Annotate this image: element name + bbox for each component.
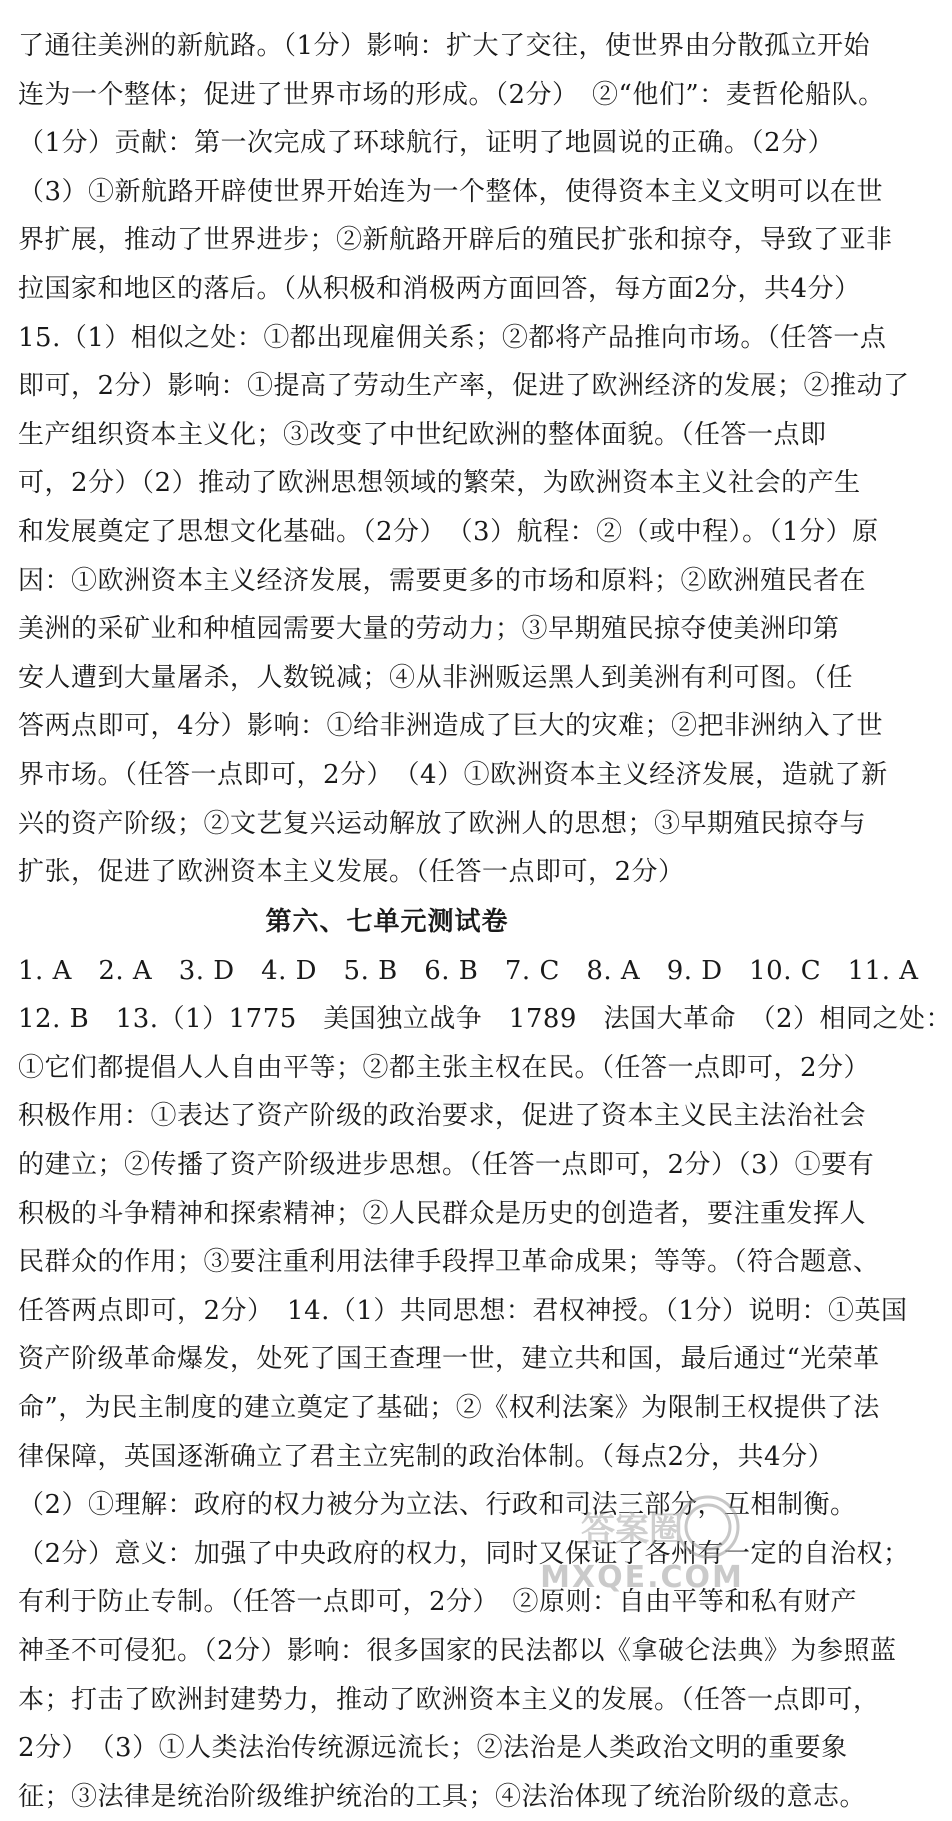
- text-line: 的建立；②传播了资产阶级进步思想。（任答一点即可，2分）（3）①要有: [18, 1150, 875, 1181]
- text-line: 神圣不可侵犯。（2分）影响：很多国家的民法都以《拿破仑法典》为参照蓝: [18, 1636, 897, 1666]
- text-line: 本；打击了欧洲封建势力，推动了欧洲资本主义的发展。（任答一点即可，: [18, 1684, 880, 1715]
- text-line: （2）①理解：政府的权力被分为立法、行政和司法三部分，互相制衡。: [18, 1490, 857, 1521]
- text-line: 因：①欧洲资本主义经济发展，需要更多的市场和原料；②欧洲殖民者在: [18, 565, 867, 596]
- text-line: （3）①新航路开辟使世界开始连为一个整体，使得资本主义文明可以在世: [18, 176, 884, 207]
- section-heading: 第六、七单元测试卷: [265, 906, 509, 937]
- text-line: 资产阶级革命爆发，处死了国王查理一世，建立共和国，最后通过“光荣革: [18, 1344, 880, 1375]
- text-line: 拉国家和地区的落后。（从积极和消极两方面回答，每方面2分，共4分）: [18, 273, 861, 304]
- text-line: 兴的资产阶级；②文艺复兴运动解放了欧洲人的思想；③早期殖民掠夺与: [18, 808, 867, 839]
- text-line: 扩张，促进了欧洲资本主义发展。（任答一点即可，2分）: [18, 857, 685, 888]
- text-line: 律保障，英国逐渐确立了君主立宪制的政治体制。（每点2分，共4分）: [18, 1441, 835, 1472]
- text-line: 生产组织资本主义化；③改变了中世纪欧洲的整体面貌。（任答一点即: [18, 419, 827, 450]
- text-line: 界市场。（任答一点即可，2分） （4）①欧洲资本主义经济发展，造就了新: [18, 759, 888, 790]
- text-line: 和发展奠定了思想文化基础。（2分） （3）航程：②（或中程）。（1分）原: [18, 516, 879, 547]
- text-line: （1分）贡献：第一次完成了环球航行，证明了地圆说的正确。（2分）: [18, 128, 835, 159]
- section-previous-answers: [18, 22, 910, 897]
- watermark-text: MXQE.COM: [540, 1560, 744, 1595]
- text-line: 积极作用：①表达了资产阶级的政治要求，促进了资本主义民主法治社会: [18, 1101, 867, 1132]
- text-line: 任答两点即可，2分） 14.（1）共同思想：君权神授。（1分）说明：①英国: [18, 1295, 908, 1326]
- section-unit-test-answers: [18, 947, 952, 1821]
- text-line: 了通往美洲的新航路。（1分）影响：扩大了交往，使世界由分散孤立开始: [18, 31, 871, 61]
- text-line: （2分）意义：加强了中央政府的权力，同时又保证了各州有一定的自治权；: [18, 1538, 910, 1569]
- text-line: 2分） （3）①人类法治传统源远流长；②法治是人类政治文明的重要象: [18, 1733, 848, 1764]
- text-line: 有利于防止专制。（任答一点即可，2分） ②原则：自由平等和私有财产: [18, 1587, 858, 1618]
- text-line: 积极的斗争精神和探索精神；②人民群众是历史的创造者，要注重发挥人: [18, 1198, 867, 1229]
- text-line: 连为一个整体；促进了世界市场的形成。（2分） ②“他们”：麦哲伦船队。: [18, 79, 885, 110]
- text-line: 12. B 13.（1）1775 美国独立战争 1789 法国大革命 （2）相同之处：: [18, 1004, 952, 1035]
- text-line: 15.（1）相似之处：①都出现雇佣关系；②都将产品推向市场。（任答一点: [18, 322, 887, 353]
- text-line: 1. A 2. A 3. D 4. D 5. B 6. B 7. C 8. A 9. D 10. C 11. A: [18, 955, 919, 986]
- text-line: ①它们都提倡人人自由平等；②都主张主权在民。（任答一点即可，2分）: [18, 1052, 871, 1083]
- text-line: 征；③法律是统治阶级维护统治的工具；④法治体现了统治阶级的意志。: [18, 1781, 867, 1812]
- text-line: 美洲的采矿业和种植园需要大量的劳动力；③早期殖民掠夺使美洲印第: [18, 614, 840, 645]
- text-line: 即可，2分）影响：①提高了劳动生产率，促进了欧洲经济的发展；②推动了: [18, 371, 910, 402]
- text-line: 可，2分）（2）推动了欧洲思想领域的繁荣，为欧洲资本主义社会的产生: [18, 468, 861, 499]
- text-line: 民群众的作用；③要注重利用法律手段捍卫革命成果；等等。（符合题意、: [18, 1247, 880, 1278]
- text-line: 答两点即可，4分）影响：①给非洲造成了巨大的灾难；②把非洲纳入了世: [18, 711, 884, 742]
- text-line: 命”，为民主制度的建立奠定了基础；②《权利法案》为限制王权提供了法: [18, 1393, 880, 1424]
- text-line: 安人遭到大量屠杀，人数锐减；④从非洲贩运黑人到美洲有利可图。（任: [18, 662, 854, 693]
- text-line: 界扩展，推动了世界进步；②新航路开辟后的殖民扩张和掠夺，导致了亚非: [18, 225, 893, 256]
- watermark-glyph: 答案圈: [581, 1510, 683, 1550]
